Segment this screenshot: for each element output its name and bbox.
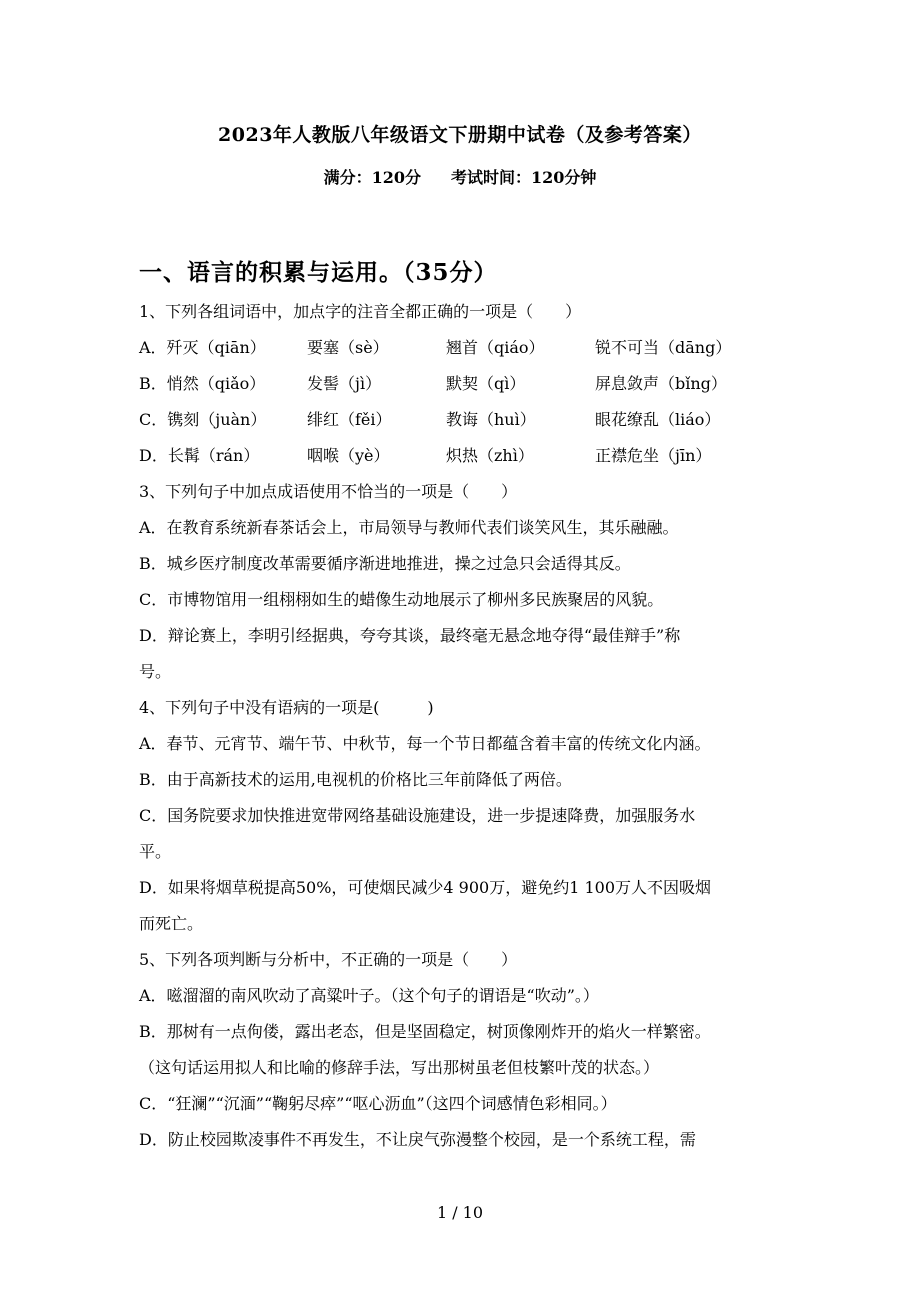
option-cell: 咽喉（yè） [307,446,390,465]
exam-title: 2023年人教版八年级语文下册期中试卷（及参考答案） [218,124,702,146]
question-stem: 3、下列句子中加点成语使用不恰当的一项是（ ） [139,482,518,501]
option-row [139,330,789,366]
option-line: D．辩论赛上，李明引经据典，夸夸其谈，最终毫无悬念地夺得“最佳辩手”称 [139,626,681,645]
question-body [139,294,789,1158]
section-heading: 一、语言的积累与运用。（35分） [139,259,498,286]
option-row [139,438,789,474]
option-line: B．那树有一点佝偻，露出老态，但是坚固稳定，树顶像刚炸开的焰火一样繁密。 [139,1022,711,1041]
time-limit: 考试时间：120分钟 [451,168,597,187]
option-line: A．在教育系统新春茶话会上，市局领导与教师代表们谈笑风生，其乐融融。 [139,518,679,537]
option-line: 号。 [139,662,172,681]
question-stem: 5、下列各项判断与分析中，不正确的一项是（ ） [139,950,518,969]
option-line: D．防止校园欺凌事件不再发生，不让戾气弥漫整个校园，是一个系统工程，需 [139,1130,696,1149]
exam-info [0,165,920,188]
full-score: 满分：120分 [323,168,421,187]
page-number: 1 / 10 [436,1203,484,1222]
option-cell: 发髻（jì） [307,374,382,393]
option-row [139,402,789,438]
option-cell: 炽热（zhì） [446,446,534,465]
option-cell: A．歼灭（qiān） [139,338,266,357]
option-cell: 正襟危坐（jīn） [595,446,712,465]
option-cell: 翘首（qiáo） [446,338,545,357]
option-line: C．“狂澜”“沉湎”“鞠躬尽瘁”“呕心沥血”（这四个词感情色彩相同。） [139,1094,617,1113]
option-line: A．春节、元宵节、端午节、中秋节，每一个节日都蕴含着丰富的传统文化内涵。 [139,734,711,753]
option-cell: 要塞（sè） [307,338,389,357]
question-stem: 1、下列各组词语中，加点字的注音全都正确的一项是（ ） [139,302,582,321]
option-row [139,366,789,402]
option-line: C．国务院要求加快推进宽带网络基础设施建设，进一步提速降费，加强服务水 [139,806,696,825]
option-cell: 教诲（huì） [446,410,536,429]
option-cell: 屏息敛声（bǐng） [595,374,727,393]
option-cell: D．长髯（rán） [139,446,260,465]
option-cell: 默契（qì） [446,374,526,393]
option-line: B．城乡医疗制度改革需要循序渐进地推进，操之过急只会适得其反。 [139,554,631,573]
option-line: A．嗞溜溜的南风吹动了高粱叶子。（这个句子的谓语是“吹动”。） [139,986,599,1005]
option-line: D．如果将烟草税提高50%，可使烟民减少4 900万，避免约1 100万人不因吸烟 [139,878,712,897]
option-cell: C．镌刻（juàn） [139,410,267,429]
option-line: （这句话运用拟人和比喻的修辞手法，写出那树虽老但枝繁叶茂的状态。） [139,1058,660,1077]
option-line: 平。 [139,842,172,861]
option-cell: 绯红（fěi） [307,410,392,429]
option-line: C．市博物馆用一组栩栩如生的蜡像生动地展示了柳州多民族聚居的风貌。 [139,590,664,609]
option-line: B．由于高新技术的运用,电视机的价格比三年前降低了两倍。 [139,770,572,789]
option-cell: 锐不可当（dāng） [595,338,732,357]
option-cell: B．悄然（qiǎo） [139,374,266,393]
option-cell: 眼花缭乱（liáo） [595,410,721,429]
option-line: 而死亡。 [139,914,204,933]
question-stem: 4、下列句子中没有语病的一项是( ) [139,698,434,717]
